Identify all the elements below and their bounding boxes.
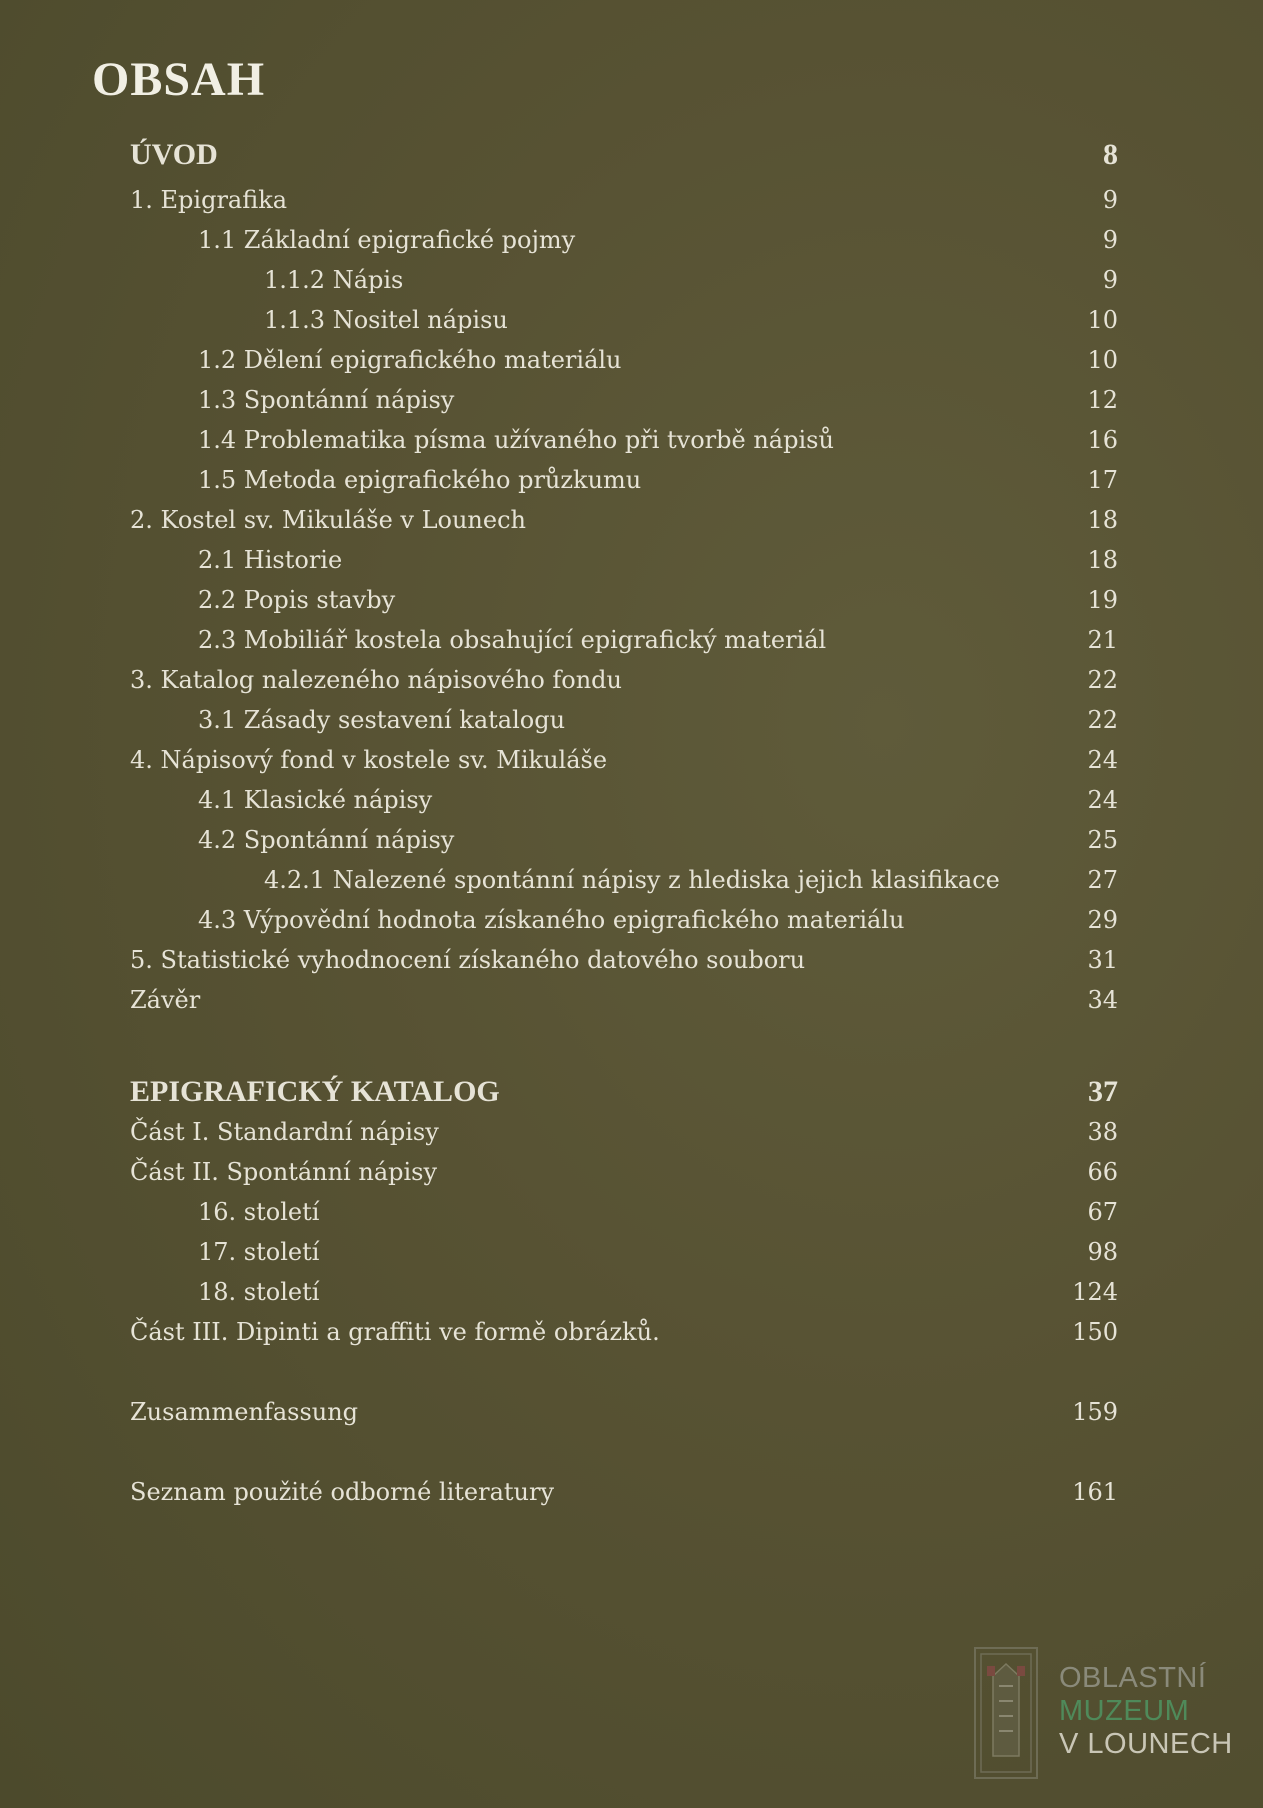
- logo-line-2: MUZEUM: [1059, 1695, 1190, 1727]
- toc-entry-label: EPIGRAFICKÝ KATALOG: [130, 1075, 500, 1108]
- toc-entry-page: 19: [1087, 586, 1118, 614]
- toc-entry-page: 10: [1087, 346, 1118, 374]
- toc-entry-page: 29: [1087, 906, 1118, 934]
- toc-entry-label: 1.3 Spontánní nápisy: [198, 386, 455, 414]
- toc-entry-page: 24: [1087, 746, 1118, 774]
- toc-entry: [0, 863, 1263, 897]
- toc-entry-page: 38: [1087, 1118, 1118, 1146]
- toc-entry-label: Zusammenfassung: [130, 1398, 359, 1426]
- toc-entry-page: 8: [1103, 138, 1118, 171]
- toc-entry: [0, 503, 1263, 537]
- toc-entry: [0, 703, 1263, 737]
- logo-line-1: OBLASTNÍ: [1059, 1662, 1207, 1694]
- toc-entry: [0, 183, 1263, 217]
- toc-entry-label: 16. století: [198, 1198, 320, 1226]
- toc-entry: [0, 1315, 1263, 1349]
- toc-heading: [0, 1075, 1263, 1109]
- toc-entry-page: 150: [1072, 1318, 1118, 1346]
- toc-entry: [0, 1195, 1263, 1229]
- toc-entry-page: 10: [1087, 306, 1118, 334]
- toc-entry-label: 4. Nápisový fond v kostele sv. Mikuláše: [130, 746, 608, 774]
- toc-entry: [0, 223, 1263, 257]
- toc-entry-page: 34: [1087, 986, 1118, 1014]
- toc-entry-label: Část I. Standardní nápisy: [130, 1118, 439, 1146]
- toc-entry-page: 16: [1087, 426, 1118, 454]
- toc-entry-page: 9: [1102, 186, 1118, 214]
- toc-entry-page: 27: [1087, 866, 1118, 894]
- toc-entry: [0, 463, 1263, 497]
- toc-entry-label: 17. století: [198, 1238, 320, 1266]
- toc-entry-label: 1.5 Metoda epigrafického průzkumu: [198, 466, 642, 494]
- toc-entry-label: ÚVOD: [130, 138, 218, 171]
- toc-entry: [0, 663, 1263, 697]
- toc-entry: [0, 543, 1263, 577]
- toc-entry: [0, 783, 1263, 817]
- toc-entry: [0, 743, 1263, 777]
- toc-entry: [0, 1235, 1263, 1269]
- toc-entry-label: 4.2 Spontánní nápisy: [198, 826, 455, 854]
- toc-entry: [0, 583, 1263, 617]
- toc-entry-label: 1.4 Problematika písma užívaného při tvorbě nápisů: [198, 426, 834, 454]
- toc-entry-page: 98: [1087, 1238, 1118, 1266]
- toc-entry-page: 66: [1087, 1158, 1118, 1186]
- toc-entry-label: 4.1 Klasické nápisy: [198, 786, 433, 814]
- museum-emblem-icon: [973, 1646, 1039, 1780]
- toc-entry-label: 2.1 Historie: [198, 546, 343, 574]
- toc-entry-label: Část II. Spontánní nápisy: [130, 1158, 438, 1186]
- toc-entry-label: Část III. Dipinti a graffiti ve formě obrázků.: [130, 1318, 660, 1346]
- toc-entry-label: 4.2.1 Nalezené spontánní nápisy z hlediska jejich klasifikace: [264, 866, 1000, 894]
- museum-name: [1059, 1662, 1233, 1761]
- toc-entry-label: 1.1.3 Nositel nápisu: [264, 306, 508, 334]
- toc-entry-page: 12: [1087, 386, 1118, 414]
- toc-entry-page: 9: [1102, 266, 1118, 294]
- toc-entry-label: 2.3 Mobiliář kostela obsahující epigrafický materiál: [198, 626, 827, 654]
- toc-entry-label: 4.3 Výpovědní hodnota získaného epigrafického materiálu: [198, 906, 905, 934]
- toc-entry-page: 17: [1087, 466, 1118, 494]
- toc-heading: [0, 138, 1263, 172]
- toc-entry: [0, 983, 1263, 1017]
- toc-entry-label: 1.1.2 Nápis: [264, 266, 404, 294]
- toc-entry: [0, 903, 1263, 937]
- page-title: OBSAH: [92, 53, 266, 106]
- toc-entry: [0, 343, 1263, 377]
- toc-entry-page: 22: [1087, 666, 1118, 694]
- toc-entry-page: 31: [1087, 946, 1118, 974]
- toc-entry: [0, 823, 1263, 857]
- toc-entry-label: Seznam použité odborné literatury: [130, 1478, 555, 1506]
- toc-entry-label: Závěr: [130, 986, 201, 1014]
- toc-entry-page: 37: [1088, 1075, 1118, 1108]
- toc-entry-page: 18: [1087, 506, 1118, 534]
- toc-entry: [0, 303, 1263, 337]
- toc-entry: [0, 1395, 1263, 1429]
- toc-entry-page: 9: [1102, 226, 1118, 254]
- toc-entry: [0, 1475, 1263, 1509]
- toc-entry-page: 124: [1072, 1278, 1118, 1306]
- toc-entry-page: 22: [1087, 706, 1118, 734]
- toc-entry-label: 2. Kostel sv. Mikuláše v Lounech: [130, 506, 526, 534]
- toc-entry-page: 24: [1087, 786, 1118, 814]
- toc-entry-page: 21: [1087, 626, 1118, 654]
- toc-entry-label: 1.2 Dělení epigrafického materiálu: [198, 346, 622, 374]
- toc-entry: [0, 1275, 1263, 1309]
- toc-entry-page: 159: [1072, 1398, 1118, 1426]
- toc-entry: [0, 1155, 1263, 1189]
- toc-entry-label: 3. Katalog nalezeného nápisového fondu: [130, 666, 622, 694]
- toc-entry: [0, 383, 1263, 417]
- toc-entry: [0, 623, 1263, 657]
- toc-entry-page: 18: [1087, 546, 1118, 574]
- toc-entry: [0, 943, 1263, 977]
- toc-entry-label: 5. Statistické vyhodnocení získaného datového souboru: [130, 946, 806, 974]
- museum-logo: [973, 1646, 1233, 1782]
- toc-entry-label: 1.1 Základní epigrafické pojmy: [198, 226, 576, 254]
- toc-entry: [0, 1115, 1263, 1149]
- logo-line-3: V LOUNECH: [1059, 1728, 1233, 1760]
- toc-entry: [0, 423, 1263, 457]
- toc-entry-page: 161: [1072, 1478, 1118, 1506]
- toc-entry-label: 18. století: [198, 1278, 320, 1306]
- toc-entry-label: 3.1 Zásady sestavení katalogu: [198, 706, 566, 734]
- toc-entry-page: 25: [1087, 826, 1118, 854]
- toc-entry-page: 67: [1087, 1198, 1118, 1226]
- toc-entry-label: 1. Epigrafika: [130, 186, 288, 214]
- toc-entry-label: 2.2 Popis stavby: [198, 586, 396, 614]
- toc-entry: [0, 263, 1263, 297]
